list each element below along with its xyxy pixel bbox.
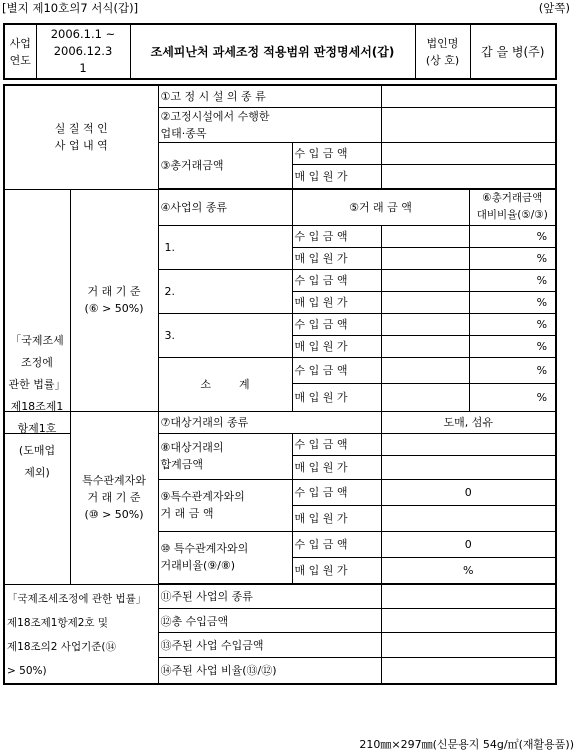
form-number: [별지 제10호의7 서식(갑)] [2,1,139,15]
subtotal-label: 소 계 [158,357,292,411]
paper-spec: 210㎜×297㎜(신문용지 54g/㎡(재활용품)) [359,738,574,751]
transaction-criteria-label: 거 래 기 준 (⑥ > 50%) [70,189,158,411]
target-type-value: 도매, 섬유 [381,411,556,433]
item-facility-business: ②고정시설에서 수행한 업태·종목 [158,107,381,142]
business-row-3-cost-pct: % [469,335,556,357]
ratio-cost-value: % [381,557,556,583]
target-total-cost-value [381,455,556,479]
target-total-label: ⑧대상거래의 합계금액 [158,433,292,479]
target-type-label: ⑦대상거래의 종류 [158,411,381,433]
page-side: (앞쪽) [538,1,570,15]
business-row-1-import-pct: % [469,225,556,247]
business-row-3-cost-label: 매 입 원 가 [292,335,381,357]
related-import-label: 수 입 금 액 [292,479,381,505]
total-cost-value [381,164,556,188]
related-cost-value [381,505,556,531]
facility-business-value [381,107,556,142]
business-row-2-import-pct: % [469,269,556,291]
subtotal-import-pct: % [469,357,556,383]
corp-name: 갑 을 병(주) [470,24,556,79]
tax-law-article-label: 「국제조세 조정에 관한 법률」 제18조제1 항제1호 (도매업 제외) [8,334,66,479]
item-total-amount: ③총거래금액 [158,142,292,188]
ratio-import-label: 수 입 금 액 [292,531,381,557]
related-cost-label: 매 입 원 가 [292,505,381,531]
ratio-cost-label: 매 입 원 가 [292,557,381,583]
main-table [3,84,557,685]
business-row-2-import-value [381,269,469,291]
target-total-cost-label: 매 입 원 가 [292,455,381,479]
total-import-value [381,142,556,164]
business-row-2-cost-value [381,291,469,313]
item-main-business-ratio: ⑭주된 사업 비율(⑬/⑫) [158,657,381,683]
col-ratio: ⑥총거래금액 대비비율(⑤/③) [469,189,556,225]
subtotal-import-value [381,357,469,383]
col-business-type: ④사업의 종류 [158,189,292,225]
business-row-1-cost-value [381,247,469,269]
business-row-1-cost-label: 매 입 원 가 [292,247,381,269]
total-cost-label: 매 입 원 가 [292,164,381,188]
subtotal-cost-pct: % [469,383,556,411]
business-row-3-cost-value [381,335,469,357]
title-table [3,23,557,80]
item-main-business-revenue: ⑬주된 사업 수입금액 [158,633,381,657]
business-row-2-cost-pct: % [469,291,556,313]
target-total-import-value [381,433,556,455]
business-row-3-name: 3. [158,313,292,357]
total-import-label: 수 입 금 액 [292,142,381,164]
business-row-1-import-label: 수 입 금 액 [292,225,381,247]
period-value: 2006.1.1 ~ 2006.12.3 1 [36,24,130,79]
business-row-1-import-value [381,225,469,247]
business-row-3-import-pct: % [469,313,556,335]
related-ratio-label: ⑩ 특수관계자와의 거래비율(⑨/⑧) [158,531,292,583]
col-transaction-amount: ⑤거 래 금 액 [292,189,469,225]
subtotal-cost-label: 매 입 원 가 [292,383,381,411]
business-row-1-name: 1. [158,225,292,269]
target-total-import-label: 수 입 금 액 [292,433,381,455]
item-facility-type: ①고 정 시 설 의 종 류 [158,85,381,107]
year-label: 사업 연도 [4,24,36,79]
item-main-business-type: ⑪주된 사업의 종류 [158,584,381,608]
business-row-2-import-label: 수 입 금 액 [292,269,381,291]
subtotal-cost-value [381,383,469,411]
form-title: 조세피난처 과세조정 적용범위 판정명세서(갑) [130,24,415,79]
ratio-import-value: 0 [381,531,556,557]
related-import-value: 0 [381,479,556,505]
business-row-1-cost-pct: % [469,247,556,269]
item-total-revenue: ⑫총 수입금액 [158,608,381,632]
business-row-3-import-value [381,313,469,335]
related-criteria-label: 특수관계자와 거 래 기 준 (⑩ > 50%) [70,411,158,584]
main-business-type-value [381,584,556,608]
main-business-ratio-value [381,657,556,683]
subtotal-import-label: 수 입 금 액 [292,357,381,383]
actual-business-label: 실 질 적 인 사 업 내 역 [4,85,158,189]
corp-label: 법인명 (상 호) [415,24,470,79]
related-amount-label: ⑨특수관계자와의 거 래 금 액 [158,479,292,531]
facility-type-value [381,85,556,107]
main-business-criteria-label: 「국제조세조정에 관한 법률」 제18조제1항제2호 및 제18조의2 사업기준(⑭ > 50%) [4,584,158,684]
business-row-3-import-label: 수 입 금 액 [292,313,381,335]
total-revenue-value [381,608,556,632]
business-row-2-cost-label: 매 입 원 가 [292,291,381,313]
business-row-2-name: 2. [158,269,292,313]
main-business-revenue-value [381,633,556,657]
